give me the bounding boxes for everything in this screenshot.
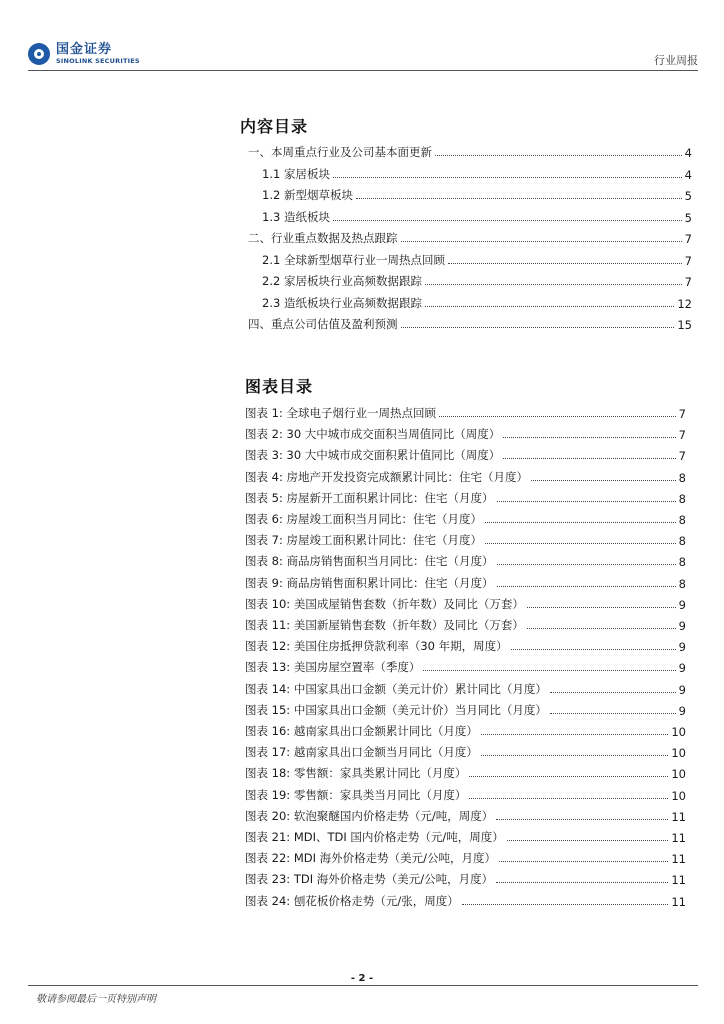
toc-entry[interactable] xyxy=(262,205,692,225)
entry-label: 图表 15: 中国家具出口金额（美元计价）当月同比（月度） xyxy=(245,702,547,717)
figure-entry[interactable] xyxy=(245,698,686,718)
entry-page-number: 12 xyxy=(677,296,692,311)
entry-page-number: 4 xyxy=(684,146,692,160)
entry-page-number: 11 xyxy=(671,873,686,888)
figure-entry[interactable] xyxy=(245,634,686,654)
entry-page-number: 8 xyxy=(678,576,686,591)
entry-label: 图表 11: 美国新屋销售套数（折年数）及同比（万套） xyxy=(245,618,524,632)
entry-label: 1.1 家居板块 xyxy=(262,166,330,181)
entry-page-number: 8 xyxy=(678,513,686,527)
entry-page-number: 8 xyxy=(678,491,686,506)
entry-page-number: 5 xyxy=(684,189,692,203)
figure-entry[interactable] xyxy=(245,613,686,633)
dot-leader xyxy=(511,649,676,650)
entry-page-number: 11 xyxy=(671,852,686,867)
dot-leader xyxy=(401,241,682,242)
entry-page-number: 11 xyxy=(671,831,686,845)
entry-label: 图表 6: 房屋竣工面积当月同比：住宅（月度） xyxy=(245,512,482,526)
entry-label: 图表 24: 刨花板价格走势（元/张，周度） xyxy=(245,893,459,908)
entry-page-number: 10 xyxy=(671,725,686,739)
dot-leader xyxy=(503,437,675,438)
entry-page-number: 11 xyxy=(671,809,686,824)
page-header xyxy=(28,40,698,70)
entry-label: 图表 10: 美国成屋销售套数（折年数）及同比（万套） xyxy=(245,596,524,611)
entry-label: 图表 1: 全球电子烟行业一周热点回顾 xyxy=(245,406,437,420)
entry-label: 二、行业重点数据及热点跟踪 xyxy=(248,231,398,245)
figure-entry[interactable] xyxy=(245,804,686,824)
dot-leader xyxy=(497,564,676,565)
toc-entry[interactable] xyxy=(248,226,692,246)
dot-leader xyxy=(333,220,682,221)
dot-leader xyxy=(550,692,676,693)
dot-leader xyxy=(496,882,668,883)
entry-page-number: 7 xyxy=(678,428,686,443)
entry-label: 图表 3: 30 大中城市成交面积累计值同比（周度） xyxy=(245,448,501,463)
entry-label: 图表 14: 中国家具出口金额（美元计价）累计同比（月度） xyxy=(245,681,547,696)
dot-leader xyxy=(497,586,676,587)
figure-entry[interactable] xyxy=(245,486,686,506)
entry-label: 2.2 家居板块行业高频数据跟踪 xyxy=(262,274,422,288)
entry-page-number: 9 xyxy=(678,661,686,676)
dot-leader xyxy=(439,416,676,417)
entry-label: 一、本周重点行业及公司基本面更新 xyxy=(248,145,432,159)
dot-leader xyxy=(497,501,676,502)
entry-page-number: 7 xyxy=(684,253,692,268)
page-number: - 2 - xyxy=(350,973,374,984)
entry-page-number: 8 xyxy=(678,534,686,549)
figure-entry[interactable] xyxy=(245,761,686,781)
figure-entry[interactable] xyxy=(245,825,686,845)
figure-entry[interactable] xyxy=(245,401,686,421)
toc-entry[interactable] xyxy=(262,291,692,311)
toc-entry[interactable] xyxy=(262,248,692,268)
figure-entry[interactable] xyxy=(245,889,686,909)
entry-label: 1.2 新型烟草板块 xyxy=(262,188,353,202)
figure-entry[interactable] xyxy=(245,465,686,485)
figure-entry[interactable] xyxy=(245,867,686,887)
dot-leader xyxy=(481,755,669,756)
entry-page-number: 9 xyxy=(678,619,686,633)
figure-entry[interactable] xyxy=(245,719,686,739)
entry-label: 1.3 造纸板块 xyxy=(262,209,330,224)
figure-entry[interactable] xyxy=(245,528,686,548)
footer-divider xyxy=(28,985,698,986)
entry-page-number: 5 xyxy=(684,210,692,225)
figure-entry[interactable] xyxy=(245,571,686,591)
logo-icon xyxy=(28,43,50,65)
entry-label: 图表 20: 软泡聚醚国内价格走势（元/吨，周度） xyxy=(245,808,494,823)
entry-page-number: 9 xyxy=(678,597,686,612)
dot-leader xyxy=(485,543,676,544)
entry-label: 图表 7: 房屋竣工面积累计同比：住宅（月度） xyxy=(245,533,482,548)
entry-page-number: 7 xyxy=(684,232,692,246)
dot-leader xyxy=(527,628,676,629)
entry-page-number: 9 xyxy=(678,703,686,718)
figure-entry[interactable] xyxy=(245,422,686,442)
figure-entry[interactable] xyxy=(245,740,686,760)
entry-label: 图表 23: TDI 海外价格走势（美元/公吨，月度） xyxy=(245,872,494,887)
entry-page-number: 9 xyxy=(678,682,686,697)
figure-entry[interactable] xyxy=(245,443,686,463)
dot-leader xyxy=(333,177,682,178)
entry-label: 图表 5: 房屋新开工面积累计同比：住宅（月度） xyxy=(245,490,494,505)
entry-label: 图表 18: 零售额：家具类累计同比（月度） xyxy=(245,766,467,781)
entry-label: 2.1 全球新型烟草行业一周热点回顾 xyxy=(262,252,445,267)
figure-entry[interactable] xyxy=(245,783,686,803)
entry-label: 图表 8: 商品房销售面积当月同比：住宅（月度） xyxy=(245,554,494,569)
brand-logo xyxy=(28,40,140,68)
dot-leader xyxy=(503,458,675,459)
dot-leader xyxy=(423,670,675,671)
dot-leader xyxy=(401,327,675,328)
entry-page-number: 10 xyxy=(671,767,686,782)
entry-label: 图表 22: MDI 海外价格走势（美元/公吨，月度） xyxy=(245,851,497,866)
entry-label: 图表 9: 商品房销售面积累计同比：住宅（月度） xyxy=(245,575,494,590)
entry-page-number: 4 xyxy=(684,167,692,182)
entry-page-number: 15 xyxy=(677,318,692,332)
entry-page-number: 9 xyxy=(678,640,686,655)
dot-leader xyxy=(469,776,668,777)
dot-leader xyxy=(485,522,676,523)
dot-leader xyxy=(462,904,669,905)
toc-entry[interactable] xyxy=(248,140,692,160)
entry-label: 图表 12: 美国住房抵押贷款利率（30 年期，周度） xyxy=(245,639,508,654)
toc-entry[interactable] xyxy=(262,183,692,203)
figures-title: 图表目录 xyxy=(245,377,314,396)
figure-entry[interactable] xyxy=(245,507,686,527)
figure-entry[interactable] xyxy=(245,846,686,866)
toc-title: 内容目录 xyxy=(240,117,309,136)
dot-leader xyxy=(550,713,676,714)
entry-label: 2.3 造纸板块行业高频数据跟踪 xyxy=(262,295,422,310)
entry-label: 图表 17: 越南家具出口金额当月同比（月度） xyxy=(245,745,478,760)
toc-entry[interactable] xyxy=(248,312,692,332)
dot-leader xyxy=(499,861,668,862)
figure-entry[interactable] xyxy=(245,677,686,697)
footer-disclaimer: 敬请参阅最后一页特别声明 xyxy=(36,994,156,1005)
dot-leader xyxy=(527,607,676,608)
entry-page-number: 8 xyxy=(678,555,686,570)
dot-leader xyxy=(425,284,682,285)
entry-page-number: 10 xyxy=(671,788,686,803)
toc-entry[interactable] xyxy=(262,162,692,182)
header-divider xyxy=(28,70,698,71)
entry-page-number: 11 xyxy=(671,894,686,909)
entry-label: 四、重点公司估值及盈利预测 xyxy=(248,317,398,331)
entry-page-number: 7 xyxy=(684,275,692,289)
dot-leader xyxy=(531,480,676,481)
brand-name-en: SINOLINK SECURITIES xyxy=(56,57,140,66)
toc-entry[interactable] xyxy=(262,269,692,289)
entry-page-number: 7 xyxy=(678,407,686,421)
entry-label: 图表 16: 越南家具出口金额累计同比（月度） xyxy=(245,724,478,738)
entry-page-number: 8 xyxy=(678,470,686,485)
document-type: 行业周报 xyxy=(654,54,698,67)
dot-leader xyxy=(425,306,674,307)
dot-leader xyxy=(507,840,669,841)
figure-entry[interactable] xyxy=(245,549,686,569)
entry-label: 图表 13: 美国房屋空置率（季度） xyxy=(245,660,421,675)
entry-label: 图表 2: 30 大中城市成交面积当周值同比（周度） xyxy=(245,427,501,442)
dot-leader xyxy=(448,263,682,264)
figure-entry[interactable] xyxy=(245,655,686,675)
dot-leader xyxy=(496,819,668,820)
dot-leader xyxy=(356,198,682,199)
brand-name-cn: 国金证券 xyxy=(56,42,113,58)
dot-leader xyxy=(435,155,682,156)
figure-entry[interactable] xyxy=(245,592,686,612)
entry-label: 图表 21: MDI、TDI 国内价格走势（元/吨，周度） xyxy=(245,830,504,844)
entry-page-number: 10 xyxy=(671,746,686,761)
entry-label: 图表 19: 零售额：家具类当月同比（月度） xyxy=(245,787,467,802)
dot-leader xyxy=(481,734,669,735)
dot-leader xyxy=(469,798,668,799)
entry-label: 图表 4: 房地产开发投资完成额累计同比：住宅（月度） xyxy=(245,469,528,484)
entry-page-number: 7 xyxy=(678,449,686,464)
